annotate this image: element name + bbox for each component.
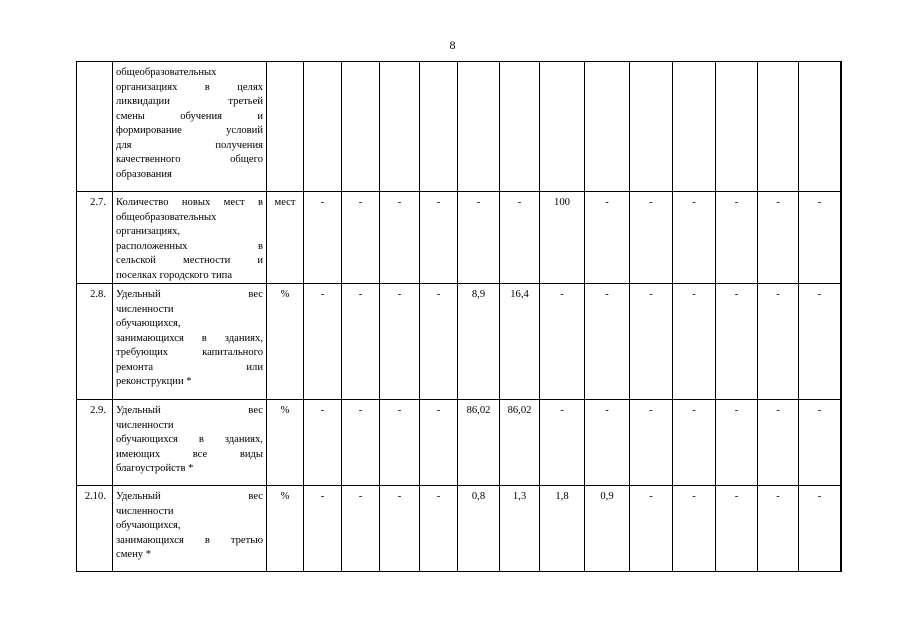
value-cell: - xyxy=(342,486,380,572)
indicator-name-line: численности xyxy=(116,303,174,315)
value-cell: 86,02 xyxy=(500,400,540,486)
value-cell: 0,9 xyxy=(585,486,630,572)
indicator-name-line: обучающихся, xyxy=(116,318,181,329)
indicator-name-line: численности xyxy=(116,419,174,431)
value-cell: - xyxy=(673,486,716,572)
row-number-cell: 2.8. xyxy=(77,284,113,400)
value-cell: - xyxy=(420,192,458,284)
table-row xyxy=(77,486,842,572)
indicator-name-line: обучающихся в зданиях, xyxy=(116,434,263,445)
indicator-name-line: занимающихся в третью xyxy=(116,534,263,546)
value-cell: - xyxy=(716,284,758,400)
indicator-name-cell xyxy=(113,486,267,572)
indicator-name-line: расположенных в xyxy=(116,240,263,252)
value-cell: - xyxy=(758,192,799,284)
value-cell: 86,02 xyxy=(458,400,500,486)
row-number-cell: 2.7. xyxy=(77,192,113,284)
value-cell xyxy=(342,62,380,192)
value-cell xyxy=(630,62,673,192)
value-cell xyxy=(716,62,758,192)
value-cell xyxy=(380,62,420,192)
value-cell xyxy=(585,62,630,192)
indicator-name-line: для получения xyxy=(116,139,263,151)
value-cell xyxy=(841,192,842,284)
indicator-name-line: организациях, xyxy=(116,226,181,237)
indicator-name-line: Удельный вес xyxy=(116,405,263,416)
indicator-name-line: качественного общего xyxy=(116,154,263,165)
indicator-name-line: смены обучения и xyxy=(116,110,263,122)
indicator-name-line: имеющих все виды xyxy=(116,448,263,460)
value-cell: - xyxy=(630,192,673,284)
row-number-cell xyxy=(77,62,113,192)
value-cell: - xyxy=(758,284,799,400)
value-cell: - xyxy=(630,284,673,400)
value-cell xyxy=(458,62,500,192)
table-row xyxy=(77,62,842,192)
indicator-name-line: формирование условий xyxy=(116,125,263,136)
value-cell: - xyxy=(673,400,716,486)
indicator-name-line: реконструкции * xyxy=(116,376,192,387)
value-cell: - xyxy=(342,400,380,486)
value-cell: - xyxy=(342,192,380,284)
value-cell xyxy=(799,62,841,192)
value-cell: - xyxy=(304,192,342,284)
indicator-name-line: общеобразовательных xyxy=(116,211,217,223)
value-cell: - xyxy=(716,192,758,284)
value-cell: - xyxy=(380,284,420,400)
indicator-name-line: ремонта или xyxy=(116,361,263,373)
value-cell: - xyxy=(540,400,585,486)
value-cell: 0,8 xyxy=(458,486,500,572)
row-number-cell: 2.10. xyxy=(77,486,113,572)
value-cell xyxy=(841,284,842,400)
unit-cell: % xyxy=(267,284,304,400)
indicator-name-line: образования xyxy=(116,168,172,180)
value-cell xyxy=(841,62,842,192)
value-cell: 1,3 xyxy=(500,486,540,572)
table-row xyxy=(77,400,842,486)
value-cell: - xyxy=(758,400,799,486)
indicator-name-cell xyxy=(113,400,267,486)
indicator-name-cell xyxy=(113,62,267,192)
value-cell xyxy=(500,62,540,192)
indicator-name-line: обучающихся, xyxy=(116,520,181,531)
value-cell: - xyxy=(380,486,420,572)
row-number-cell: 2.9. xyxy=(77,400,113,486)
value-cell: - xyxy=(673,284,716,400)
value-cell: - xyxy=(342,284,380,400)
indicator-name-line: Количество новых мест в xyxy=(116,197,263,208)
value-cell: - xyxy=(673,192,716,284)
indicator-name-line: поселках городского типа xyxy=(116,269,233,281)
value-cell: 100 xyxy=(540,192,585,284)
value-cell xyxy=(304,62,342,192)
indicator-name-cell xyxy=(113,192,267,284)
indicator-name-line: смену * xyxy=(116,549,152,560)
indicator-name-line: численности xyxy=(116,505,174,517)
unit-cell: мест xyxy=(267,192,304,284)
value-cell xyxy=(540,62,585,192)
value-cell: - xyxy=(304,486,342,572)
value-cell: - xyxy=(380,400,420,486)
value-cell xyxy=(758,62,799,192)
value-cell: - xyxy=(380,192,420,284)
value-cell xyxy=(673,62,716,192)
value-cell: - xyxy=(799,284,841,400)
value-cell: - xyxy=(585,400,630,486)
unit-cell xyxy=(267,62,304,192)
unit-cell: % xyxy=(267,486,304,572)
indicator-name-line: благоустройств * xyxy=(116,463,194,474)
value-cell: - xyxy=(630,486,673,572)
value-cell: - xyxy=(304,284,342,400)
value-cell: - xyxy=(420,284,458,400)
value-cell: - xyxy=(304,400,342,486)
value-cell: - xyxy=(799,192,841,284)
value-cell: - xyxy=(716,400,758,486)
value-cell: - xyxy=(630,400,673,486)
table-row xyxy=(77,192,842,284)
page-number: 8 xyxy=(449,38,456,52)
value-cell: - xyxy=(716,486,758,572)
indicator-name-line: Удельный вес xyxy=(116,289,263,300)
value-cell: - xyxy=(585,192,630,284)
value-cell: - xyxy=(758,486,799,572)
indicator-name-cell xyxy=(113,284,267,400)
value-cell: - xyxy=(540,284,585,400)
indicator-name-line: сельской местности и xyxy=(116,255,263,266)
value-cell: - xyxy=(458,192,500,284)
table-body xyxy=(77,62,842,572)
indicator-name-line: ликвидации третьей xyxy=(116,96,263,107)
value-cell: 8,9 xyxy=(458,284,500,400)
indicator-name-line: общеобразовательных xyxy=(116,67,217,78)
value-cell: 16,4 xyxy=(500,284,540,400)
unit-cell: % xyxy=(267,400,304,486)
indicator-name-line: организациях в целях xyxy=(116,81,263,93)
table-row xyxy=(77,284,842,400)
indicator-name-line: занимающихся в зданиях, xyxy=(116,332,263,344)
indicator-name-line: Удельный вес xyxy=(116,491,263,502)
value-cell: - xyxy=(799,400,841,486)
indicator-name-line: требующих капитального xyxy=(116,347,263,358)
value-cell: - xyxy=(799,486,841,572)
value-cell: - xyxy=(420,400,458,486)
value-cell xyxy=(841,486,842,572)
value-cell: 1,8 xyxy=(540,486,585,572)
value-cell xyxy=(420,62,458,192)
indicators-table xyxy=(76,61,842,572)
value-cell xyxy=(841,400,842,486)
value-cell: - xyxy=(420,486,458,572)
value-cell: - xyxy=(585,284,630,400)
value-cell: - xyxy=(500,192,540,284)
